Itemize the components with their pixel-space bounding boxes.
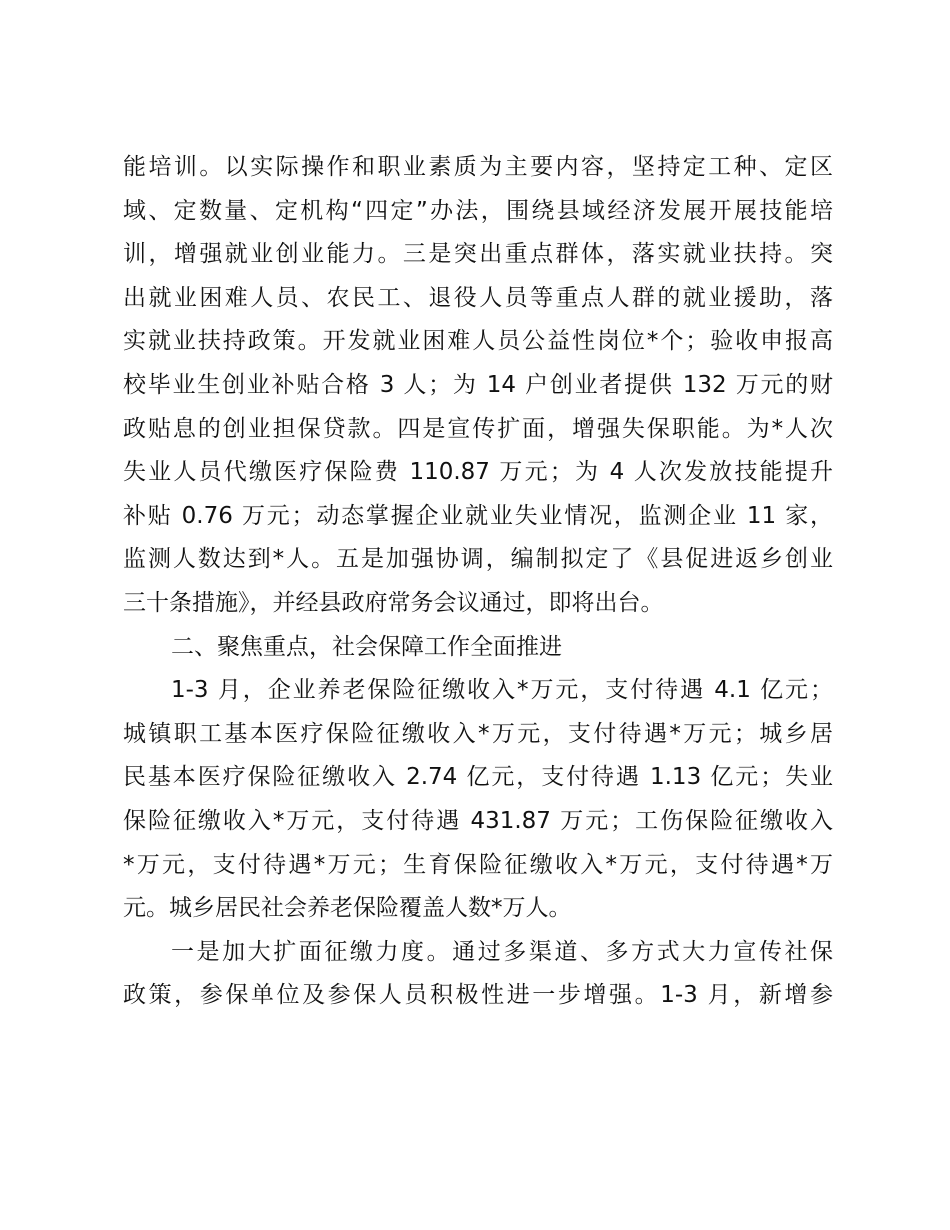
text-line: 政贴息的创业担保贷款。四是宣传扩面，增强失保职能。为*人次 (123, 415, 833, 442)
text-line: 实就业扶持政策。开发就业困难人员公益性岗位*个；验收申报高 (123, 328, 833, 355)
text-line: 校毕业生创业补贴合格 3 人；为 14 户创业者提供 132 万元的财 (123, 371, 833, 398)
text-line: 1-3 月，企业养老保险征缴收入*万元，支付待遇 4.1 亿元； (171, 677, 833, 704)
text-line: 民基本医疗保险征缴收入 2.74 亿元，支付待遇 1.13 亿元；失业 (123, 764, 833, 791)
text-line: 政策，参保单位及参保人员积极性进一步增强。1-3 月，新增参 (123, 982, 833, 1009)
text-line: 补贴 0.76 万元；动态掌握企业就业失业情况，监测企业 11 家， (123, 502, 833, 529)
text-line: 一是加大扩面征缴力度。通过多渠道、多方式大力宣传社保 (171, 938, 833, 965)
text-line: 保险征缴收入*万元，支付待遇 431.87 万元；工伤保险征缴收入 (123, 807, 833, 834)
text-line: 三十条措施》，并经县政府常务会议通过，即将出台。 (123, 589, 664, 616)
text-line: 城镇职工基本医疗保险征缴收入*万元，支付待遇*万元；城乡居 (123, 720, 833, 747)
text-line: *万元，支付待遇*万元；生育保险征缴收入*万元，支付待遇*万 (123, 851, 833, 878)
text-line: 出就业困难人员、农民工、退役人员等重点人群的就业援助，落 (123, 284, 833, 311)
text-line: 域、定数量、定机构“四定”办法，围绕县域经济发展开展技能培 (123, 197, 833, 224)
body-text (123, 146, 833, 1018)
text-line: 失业人员代缴医疗保险费 110.87 万元；为 4 人次发放技能提升 (123, 459, 833, 486)
text-line: 训，增强就业创业能力。三是突出重点群体，落实就业扶持。突 (123, 241, 833, 268)
text-line: 元。城乡居民社会养老保险覆盖人数*万人。 (123, 895, 572, 922)
section-heading: 二、聚焦重点，社会保障工作全面推进 (171, 633, 562, 660)
text-line: 监测人数达到*人。五是加强协调，编制拟定了《县促进返乡创业 (123, 546, 833, 573)
text-line: 能培训。以实际操作和职业素质为主要内容，坚持定工种、定区 (123, 154, 833, 180)
